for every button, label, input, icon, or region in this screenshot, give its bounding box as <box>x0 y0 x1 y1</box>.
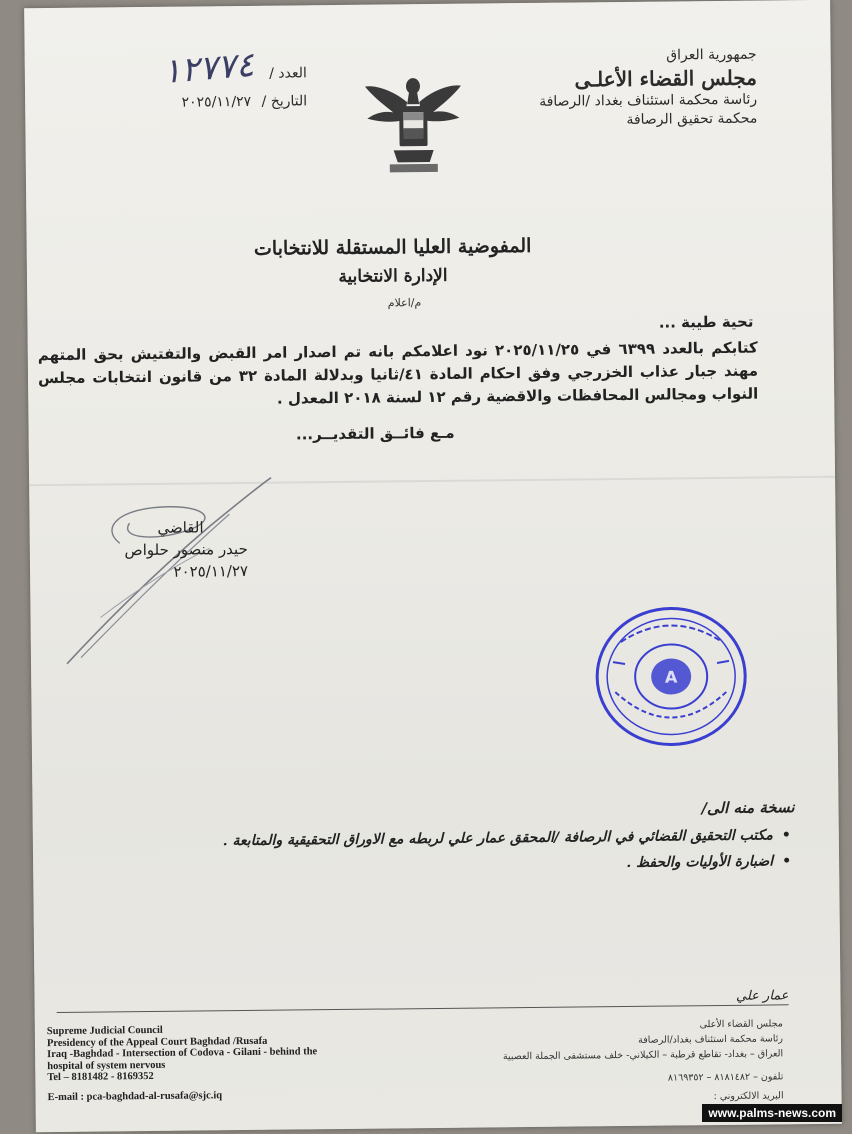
country-name: جمهورية العراق <box>666 46 757 64</box>
closing-regards: مـع فائــق التقديــر... <box>295 423 455 444</box>
council-name: مجلس القضاء الأعلـى <box>574 65 758 92</box>
presidency-name: رئاسة محكمة استئناف بغداد /الرصافة <box>539 91 758 110</box>
greeting: تحية طيبة ... <box>658 312 754 332</box>
footer-en-line: E-mail : pca-baghdad-al-rusafa@sjc.iq <box>47 1089 223 1103</box>
footer-english <box>47 1023 318 1103</box>
footer-ar-line: رئاسة محكمة استئناف بغداد/الرصافة <box>638 1033 784 1046</box>
svg-text:A: A <box>664 667 678 687</box>
signer-title: القاضي <box>157 518 204 537</box>
date-value: ٢٠٢٥/١١/٢٧ <box>181 93 252 111</box>
copies-list <box>191 822 792 880</box>
footer-arabic <box>503 1016 784 1106</box>
court-name: محكمة تحقيق الرصافة <box>626 110 758 128</box>
court-seal-stamp <box>590 601 752 753</box>
clerk-name: عمار علي <box>735 988 789 1004</box>
footer-en-line: Presidency of the Appeal Court Baghdad /Rusafa <box>46 1035 268 1049</box>
document-page <box>24 0 842 1132</box>
footer-ar-line: العراق – بغداد- تقاطع قرطبة – الكيلاني- خلف مستشفى الجملة العصبية <box>502 1048 784 1063</box>
signer-name: حيدر منصور حلواص <box>124 539 248 560</box>
letterhead-right <box>539 45 758 131</box>
subject-ref: م/اعلام <box>387 296 422 310</box>
signer-date: ٢٠٢٥/١١/٢٧ <box>173 561 249 581</box>
watermark-badge <box>702 1104 842 1122</box>
footer-en-line: Supreme Judicial Council <box>46 1024 163 1038</box>
footer-ar-line: البريد الالكتروني : <box>713 1090 784 1103</box>
footer-divider <box>57 1004 789 1013</box>
footer-en-line: Tel – 8181482 - 8169352 <box>47 1070 154 1084</box>
iraq-eagle-emblem-icon <box>363 70 464 175</box>
signer-block <box>124 516 248 583</box>
letter-body: كتابكم بالعدد ٦٣٩٩ في ٢٠٢٥/١١/٢٥ نود اعلامكم بانه تم اصدار امر القبض والتفتيش بحق المتهم مهند جبار عذاب الخزرجي وفق احكام المادة ٤١/ثانيا وبدلالة المادة ٣٢ من قانون انتخابات مجلس النواب ومجالس المحافظات والاقضية رقم ١٢ لسنة ٢٠١٨ المعدل . <box>37 338 759 408</box>
addressee-line1: المفوضية العليا المستقلة للانتخابات <box>253 234 532 260</box>
handwritten-number: ١٢٧٧٤ <box>161 44 256 92</box>
footer-en-line: hospital of system nervous <box>47 1059 166 1072</box>
addressee-line2: الإدارة الانتخابية <box>338 265 448 287</box>
footer-ar-line: مجلس القضاء الأعلى <box>699 1018 783 1031</box>
number-label: العدد / <box>269 65 307 82</box>
letterhead-left <box>107 44 308 111</box>
list-item: • مكتب التحقيق القضائي في الرصافة /المحقق عمار علي لربطه مع الاوراق التحقيقية والمتابعة . <box>191 822 791 854</box>
addressee-block <box>233 231 554 292</box>
date-label: التاريخ / <box>261 93 308 110</box>
copies-title: نسخة منه الى/ <box>701 798 795 818</box>
list-item: • اضبارة الأوليات والحفظ . <box>191 848 791 880</box>
footer-en-line: Iraq -Baghdad - Intersection of Codova - Gilani - behind the <box>47 1046 318 1061</box>
footer-ar-line: تلفون – ٨١٨١٤٨٢ – ٨١٦٩٣٥٢ <box>667 1071 784 1084</box>
watermark-text: www.palms-news.com <box>702 1104 842 1122</box>
